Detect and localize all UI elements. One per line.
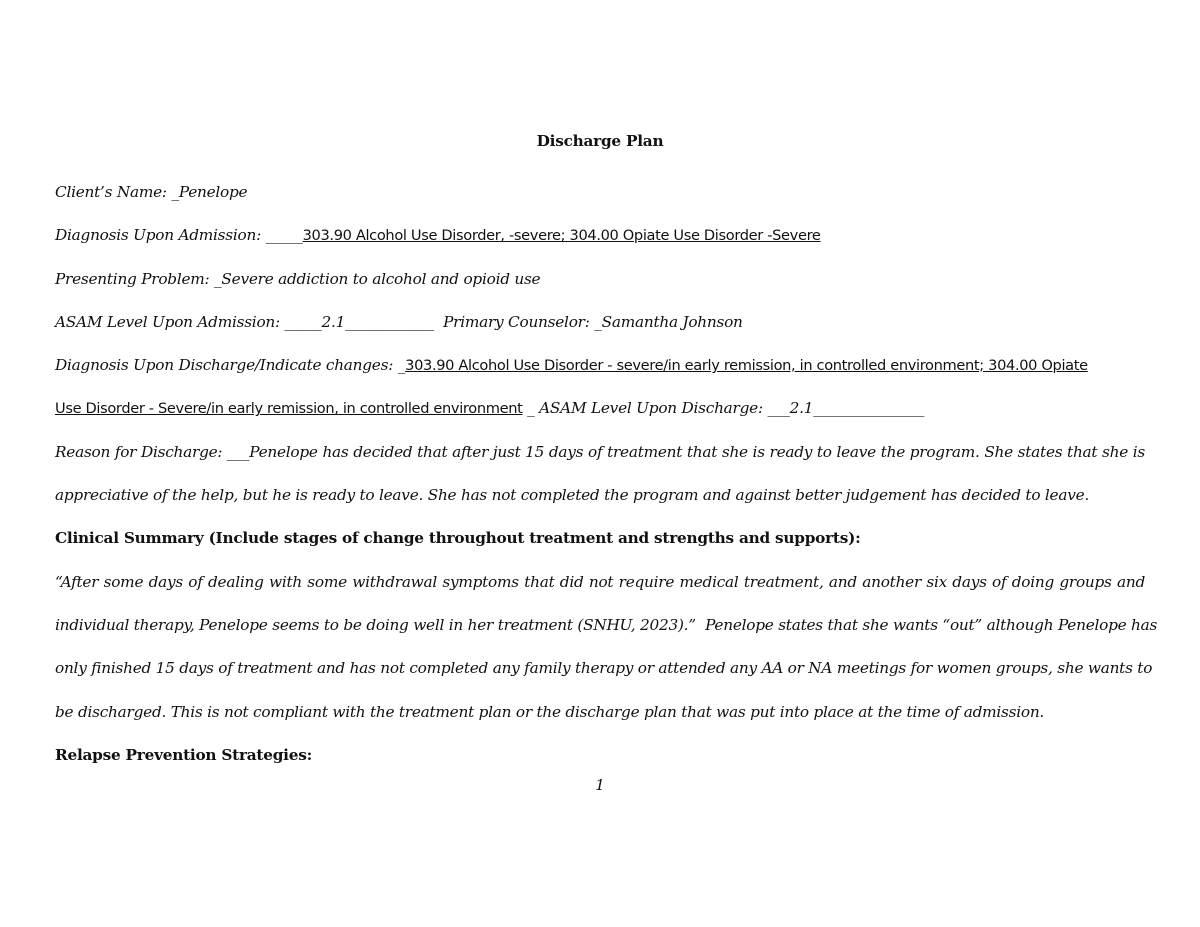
clinical-summary-line-1: “After some days of dealing with some withdrawal symptoms that did not require medical treatment, and another six days of doing groups and (55, 572, 1145, 591)
clinical-summary-line-2: individual therapy, Penelope seems to be doing well in her treatment (SNHU, 2023).” Penelope states that she wants “out” although Penelope has (55, 615, 1158, 634)
presenting-problem-text: Presenting Problem: _Severe addiction to alcohol and opioid use (55, 269, 541, 288)
reason-discharge-line-2: appreciative of the help, but he is ready to leave. She has not completed the program and against better judgement has decided to leave. (55, 486, 1090, 505)
presenting-problem-line (55, 258, 1145, 301)
document-title: Discharge Plan (536, 132, 664, 150)
reason-discharge-line-1: Reason for Discharge: ___Penelope has decided that after just 15 days of treatment that she is ready to leave the program. She states that she is (55, 442, 1145, 461)
diagnosis-discharge-label: Diagnosis Upon Discharge/Indicate changes: _ (55, 356, 406, 375)
relapse-prevention-heading: Relapse Prevention Strategies: (55, 745, 312, 764)
document-body (55, 128, 1158, 777)
clients-name-text: Client’s Name: _Penelope (55, 183, 248, 201)
diagnosis-discharge-line (55, 344, 1145, 387)
diagnosis-discharge-value-2: Use Disorder - Severe/in early remission, in controlled environment (55, 400, 523, 418)
clinical-summary-heading: Clinical Summary (Include stages of change throughout treatment and strengths and supports): (55, 529, 861, 548)
asam-admission-line (55, 301, 1145, 344)
asam-admission-text: ASAM Level Upon Admission: _____2.1____________ Primary Counselor: _Samantha Johnson (55, 312, 743, 331)
diagnosis-discharge-line-2 (55, 387, 1145, 430)
clinical-summary-line-3: only finished 15 days of treatment and has not completed any family therapy or attended any AA or NA meetings for women groups, she wants to (55, 659, 1153, 678)
page-number: 1 (595, 776, 605, 794)
clients-name-line (55, 171, 1145, 214)
diagnosis-discharge-value-1: 303.90 Alcohol Use Disorder - severe/in early remission, in controlled environment; 304.00 Opiate (405, 357, 1088, 375)
diagnosis-admission-line (55, 214, 1145, 257)
clinical-summary-line-4: be discharged. This is not compliant with the treatment plan or the discharge plan that was put into place at the time of admission. (55, 702, 1045, 721)
diagnosis-admission-label: Diagnosis Upon Admission: _____ (55, 226, 303, 245)
asam-discharge-text: _ ASAM Level Upon Discharge: ___2.1_______________ (522, 399, 925, 418)
diagnosis-admission-value: 303.90 Alcohol Use Disorder, -severe; 304.00 Opiate Use Disorder -Severe (302, 227, 821, 245)
